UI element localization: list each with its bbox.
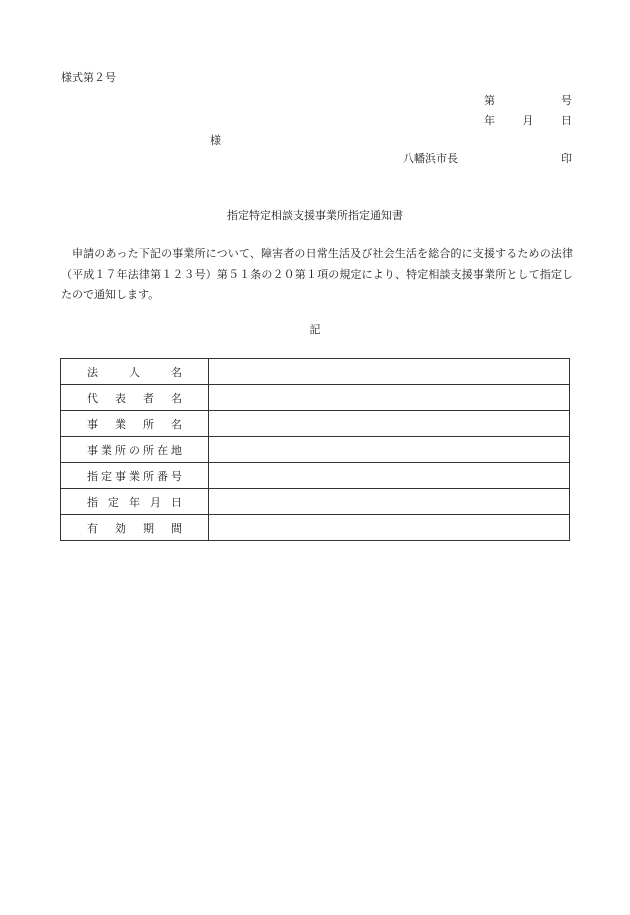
- row-label-cell: [61, 385, 209, 411]
- table-row: [61, 359, 570, 385]
- issuer-name: 八幡浜市長: [403, 152, 458, 165]
- row-label-cell: [61, 463, 209, 489]
- notice-body: 申請のあった下記の事業所について、障害者の日常生活及び社会生活を総合的に支援するための法律（平成１７年法律第１２３号）第５１条の２０第１項の規定により、特定相談支援事業所として指定したので通知します。: [61, 247, 573, 301]
- row-value[interactable]: [209, 515, 570, 541]
- details-table: [60, 358, 570, 541]
- row-value[interactable]: [209, 437, 570, 463]
- row-label-cell: [61, 437, 209, 463]
- row-label: 法 人 名: [87, 365, 182, 379]
- number-prefix: 第: [484, 94, 495, 107]
- row-value[interactable]: [209, 359, 570, 385]
- table-row: [61, 437, 570, 463]
- row-label: 事 業 所 の 所 在 地: [87, 443, 182, 457]
- row-label-cell: [61, 359, 209, 385]
- row-label: 代 表 者 名: [87, 391, 182, 405]
- row-label: 事 業 所 名: [87, 417, 182, 431]
- table-row: [61, 385, 570, 411]
- row-label-cell: [61, 411, 209, 437]
- number-suffix: 号: [561, 94, 572, 107]
- date-year: 年: [484, 114, 495, 127]
- row-label: 指 定 年 月 日: [87, 495, 182, 509]
- date-line: [484, 114, 572, 128]
- table-row: [61, 489, 570, 515]
- row-label-cell: [61, 515, 209, 541]
- row-value[interactable]: [209, 411, 570, 437]
- addressee-honorific: 様: [210, 134, 221, 147]
- document-title: 指定特定相談支援事業所指定通知書: [227, 209, 403, 222]
- table-row: [61, 515, 570, 541]
- row-value[interactable]: [209, 463, 570, 489]
- record-heading: 記: [309, 323, 321, 336]
- form-number: 様式第２号: [61, 71, 116, 84]
- date-day: 日: [561, 114, 572, 127]
- row-value[interactable]: [209, 385, 570, 411]
- seal-mark: 印: [561, 152, 572, 165]
- row-label: 指 定 事 業 所 番 号: [87, 469, 182, 483]
- table-row: [61, 411, 570, 437]
- date-month: 月: [522, 114, 534, 127]
- document-number-line: [484, 94, 572, 108]
- row-value[interactable]: [209, 489, 570, 515]
- issuer-line: [403, 152, 572, 166]
- row-label-cell: [61, 489, 209, 515]
- row-label: 有 効 期 間: [87, 521, 182, 535]
- table-row: [61, 463, 570, 489]
